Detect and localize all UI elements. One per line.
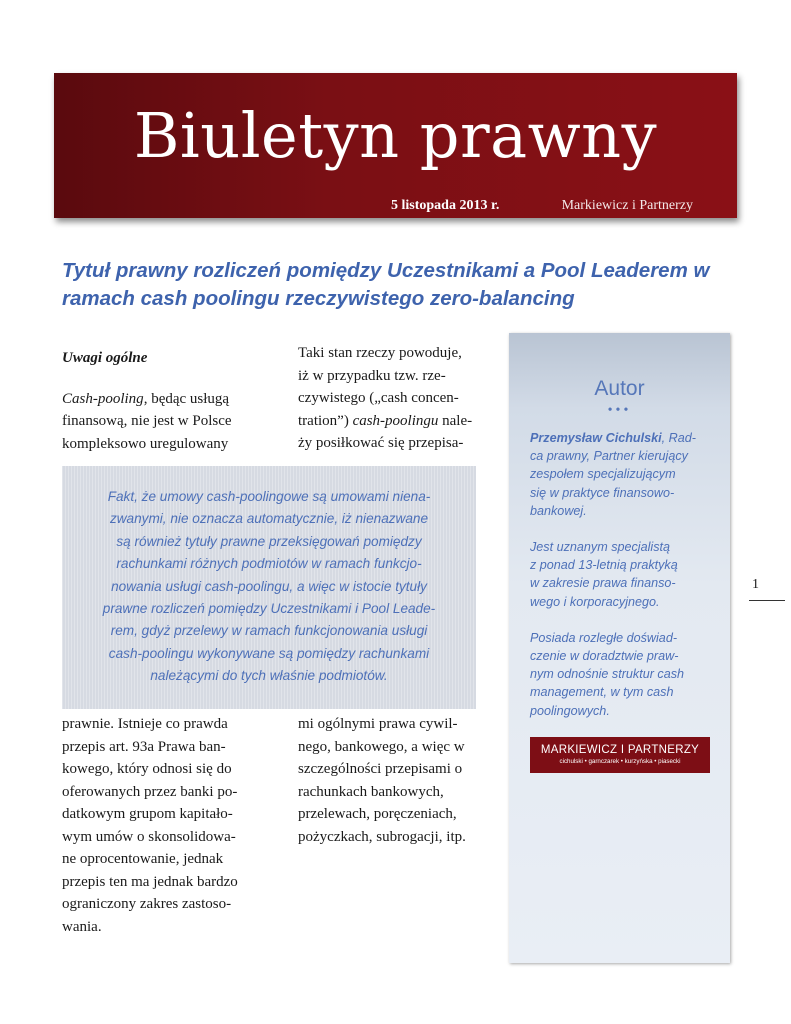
pull-quote-text (76, 486, 462, 688)
quote-line: należącymi do tych właśnie podmiotów. (150, 668, 388, 684)
paragraph-line: ży posiłkować się przepisa- (298, 435, 464, 451)
author-heading: Autor (594, 377, 645, 400)
paragraph-line: datkowym grupom kapitało- (62, 806, 233, 822)
quote-line: zwanymi, nie oznacza automatycznie, iż nienazwane (109, 511, 429, 527)
quote-line: Fakt, że umowy cash-poolingowe są umowami niena- (107, 489, 431, 504)
paragraph-line: przelewach, poręczeniach, (298, 806, 457, 822)
section-heading: Uwagi ogólne (62, 350, 148, 366)
dots-ornament-icon: ••• (607, 403, 632, 418)
paragraph-line: prawnie. Istnieje co prawda (62, 716, 228, 732)
logo-main-text: MARKIEWICZ I PARTNERZY (540, 744, 700, 756)
paragraph-line: rachunkach bankowych, (298, 783, 444, 800)
issue-date: 5 listopada 2013 r. (391, 198, 500, 213)
bio-paragraph-1: Przemysław Cichulski, Rad- ca prawny, Partner kierujący zespołem specjalizującym się w praktyce finansowo- bankowej. (530, 431, 696, 518)
paragraph-line: iż w przypadku tzw. rze- (298, 367, 446, 384)
pull-quote-box (62, 466, 476, 709)
paragraph-line: pożyczkach, subrogacji, itp. (298, 828, 466, 845)
quote-line: nowania usługi cash-poolingu, a więc w istocie tytuły (111, 578, 427, 594)
article-column-4 (298, 713, 478, 848)
quote-line: cash-poolingu wykonywane są pomiędzy rachunkami (108, 645, 430, 661)
newsletter-title: Biuletyn prawny (133, 99, 658, 172)
paragraph-line: kowego, który odnosi się do (62, 761, 232, 777)
paragraph-line: czywistego („cash concen- (298, 390, 459, 406)
bio-paragraph-3: Posiada rozległe doświad- czenie w doradztwie praw- nym odnośnie struktur cash management, w tym cash poolingowych. (530, 630, 684, 718)
firm-logo (530, 737, 710, 773)
paragraph-line: mi ogólnymi prawa cywil- (298, 716, 458, 732)
page-number: 1 (752, 577, 759, 592)
firm-name: Markiewicz i Partnerzy (561, 198, 693, 213)
author-bio (530, 429, 720, 738)
paragraph-line: nego, bankowego, a więc w (298, 738, 465, 755)
author-sidebar (509, 333, 730, 963)
term-cash-poolingu: cash-poolingu (352, 412, 439, 429)
article-column-2 (298, 342, 478, 455)
paragraph-line: szczególności przepisami o (298, 761, 463, 777)
paragraph-line: wym umów o skonsolidowa- (62, 828, 236, 845)
quote-line: rem, gdyż przelewy w ramach funkcjonowania usługi (110, 623, 428, 639)
author-name: Przemysław Cichulski (530, 431, 662, 445)
header-banner (54, 73, 737, 218)
article-column-3 (62, 713, 262, 938)
logo-partners-text: cichulski • garnczarek • kurzyńska • piasecki (559, 758, 681, 765)
paragraph-line: przepis ten ma jednak bardzo (62, 873, 238, 890)
paragraph-line: Cash-pooling, będąc usługą (62, 390, 230, 407)
quote-line: rachunkami różnych podmiotów w ramach funkcjo- (116, 556, 422, 572)
page-number-rule (749, 600, 785, 601)
paragraph-line: ograniczony zakres zastoso- (62, 896, 232, 912)
paragraph-line: tration”) cash-poolingu nale- (298, 412, 473, 429)
paragraph-line: przepis art. 93a Prawa ban- (62, 738, 226, 755)
article-title: Tytuł prawny rozliczeń pomiędzy Uczestnikami a Pool Leaderem w ramach cash poolingu rzeczywistego zero-balancing (62, 259, 710, 310)
paragraph-line: wania. (62, 918, 102, 935)
term-cash-pooling: Cash-pooling (62, 390, 144, 407)
paragraph-line: ne oprocentowanie, jednak (62, 851, 224, 867)
paragraph-line: finansową, nie jest w Polsce (62, 413, 232, 429)
quote-line: prawne rozliczeń pomiędzy Uczestnikami i Pool Leade- (102, 601, 436, 617)
quote-line: są również tytuły prawne przeksięgowań pomiędzy (116, 533, 422, 549)
paragraph-line: oferowanych przez banki po- (62, 783, 238, 800)
paragraph-line: kompleksowo uregulowany (62, 435, 229, 452)
article-column-1 (62, 347, 262, 455)
paragraph-line: Taki stan rzeczy powoduje, (298, 345, 462, 361)
bio-paragraph-2: Jest uznanym specjalistą z ponad 13-letnią praktyką w zakresie prawa finanso- wego i korporacyjnego. (530, 540, 678, 609)
